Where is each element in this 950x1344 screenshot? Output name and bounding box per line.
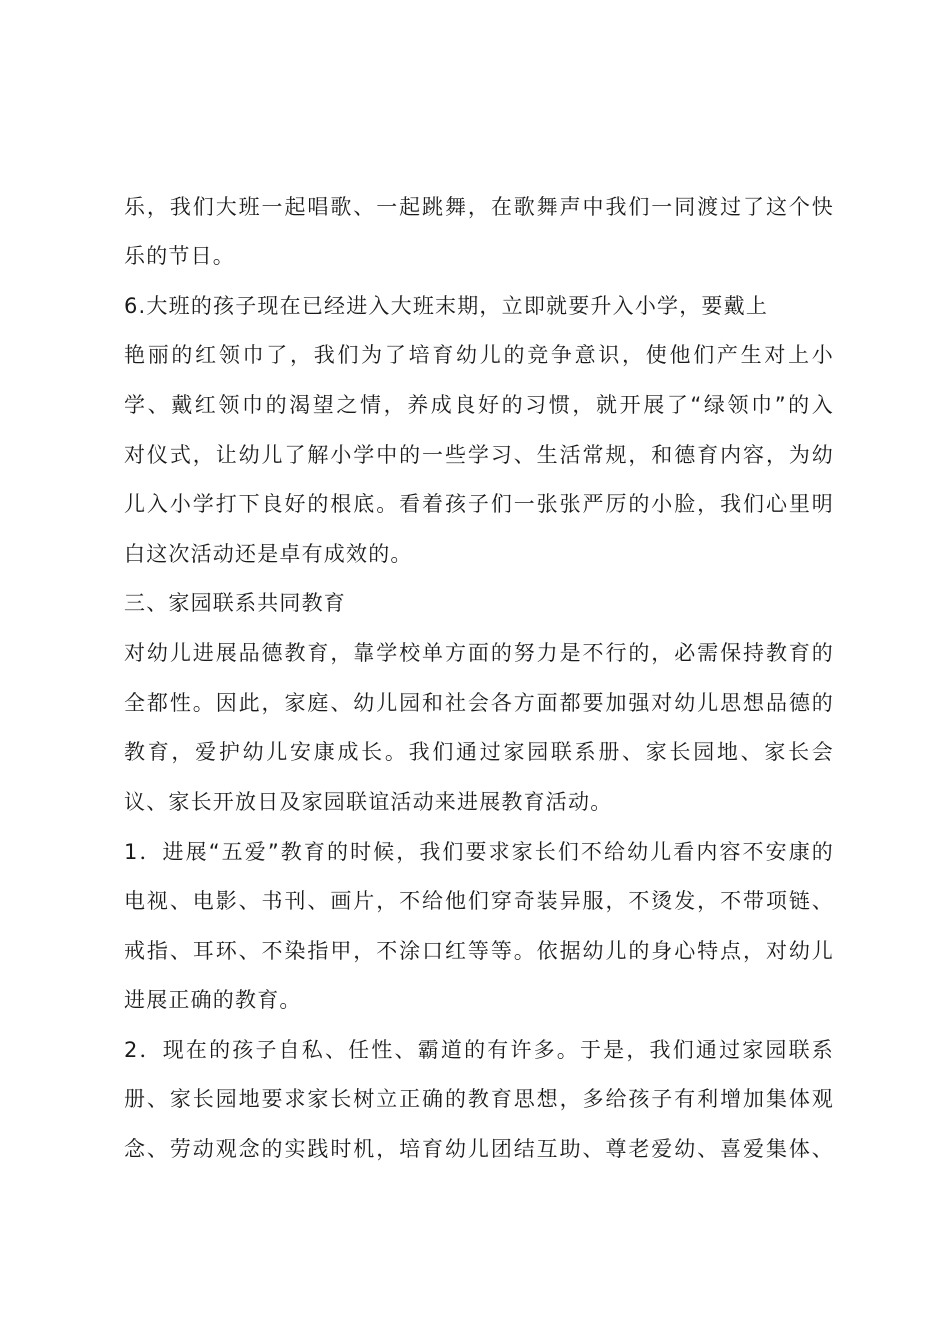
paragraph-line: 学、戴红领巾的渴望之情，养成良好的习惯，就开展了“绿领巾”的入 xyxy=(124,393,834,417)
paragraph-line: 2．现在的孩子自私、任性、霸道的有许多。于是，我们通过家园联系 xyxy=(124,1038,834,1062)
paragraph-line: 对仪式，让幼儿了解小学中的一些学习、生活常规，和德育内容，为幼 xyxy=(124,443,834,467)
paragraph-line: 白这次活动还是卓有成效的。 xyxy=(124,542,413,566)
paragraph-line: 电视、电影、书刊、画片，不给他们穿奇装异服，不烫发，不带项链、 xyxy=(124,889,834,913)
paragraph-line: 6.大班的孩子现在已经进入大班末期，立即就要升入小学，要戴上 xyxy=(124,294,769,318)
paragraph-line: 1．进展“五爱”教育的时候，我们要求家长们不给幼儿看内容不安康的 xyxy=(124,840,834,864)
paragraph-line: 乐，我们大班一起唱歌、一起跳舞，在歌舞声中我们一同渡过了这个快 xyxy=(124,195,834,219)
section-heading: 三、家园联系共同教育 xyxy=(124,591,346,615)
paragraph-line: 艳丽的红领巾了，我们为了培育幼儿的竞争意识，使他们产生对上小 xyxy=(124,343,834,367)
paragraph-line: 儿入小学打下良好的根底。看着孩子们一张张严厉的小脸，我们心里明 xyxy=(124,492,834,516)
paragraph-line: 全都性。因此，家庭、幼儿园和社会各方面都要加强对幼儿思想品德的 xyxy=(124,691,834,715)
paragraph-line: 戒指、耳环、不染指甲，不涂口红等等。依据幼儿的身心特点，对幼儿 xyxy=(124,939,834,963)
paragraph-line: 册、家长园地要求家长树立正确的教育思想，多给孩子有利增加集体观 xyxy=(124,1087,834,1111)
paragraph-line: 乐的节日。 xyxy=(124,244,235,268)
paragraph-line: 对幼儿进展品德教育，靠学校单方面的努力是不行的，必需保持教育的 xyxy=(124,641,834,665)
paragraph-line: 议、家长开放日及家园联谊活动来进展教育活动。 xyxy=(124,790,613,814)
paragraph-line: 教育，爱护幼儿安康成长。我们通过家园联系册、家长园地、家长会 xyxy=(124,740,834,764)
paragraph-line: 进展正确的教育。 xyxy=(124,988,302,1012)
paragraph-line: 念、劳动观念的实践时机，培育幼儿团结互助、尊老爱幼、喜爱集体、 xyxy=(124,1137,834,1161)
